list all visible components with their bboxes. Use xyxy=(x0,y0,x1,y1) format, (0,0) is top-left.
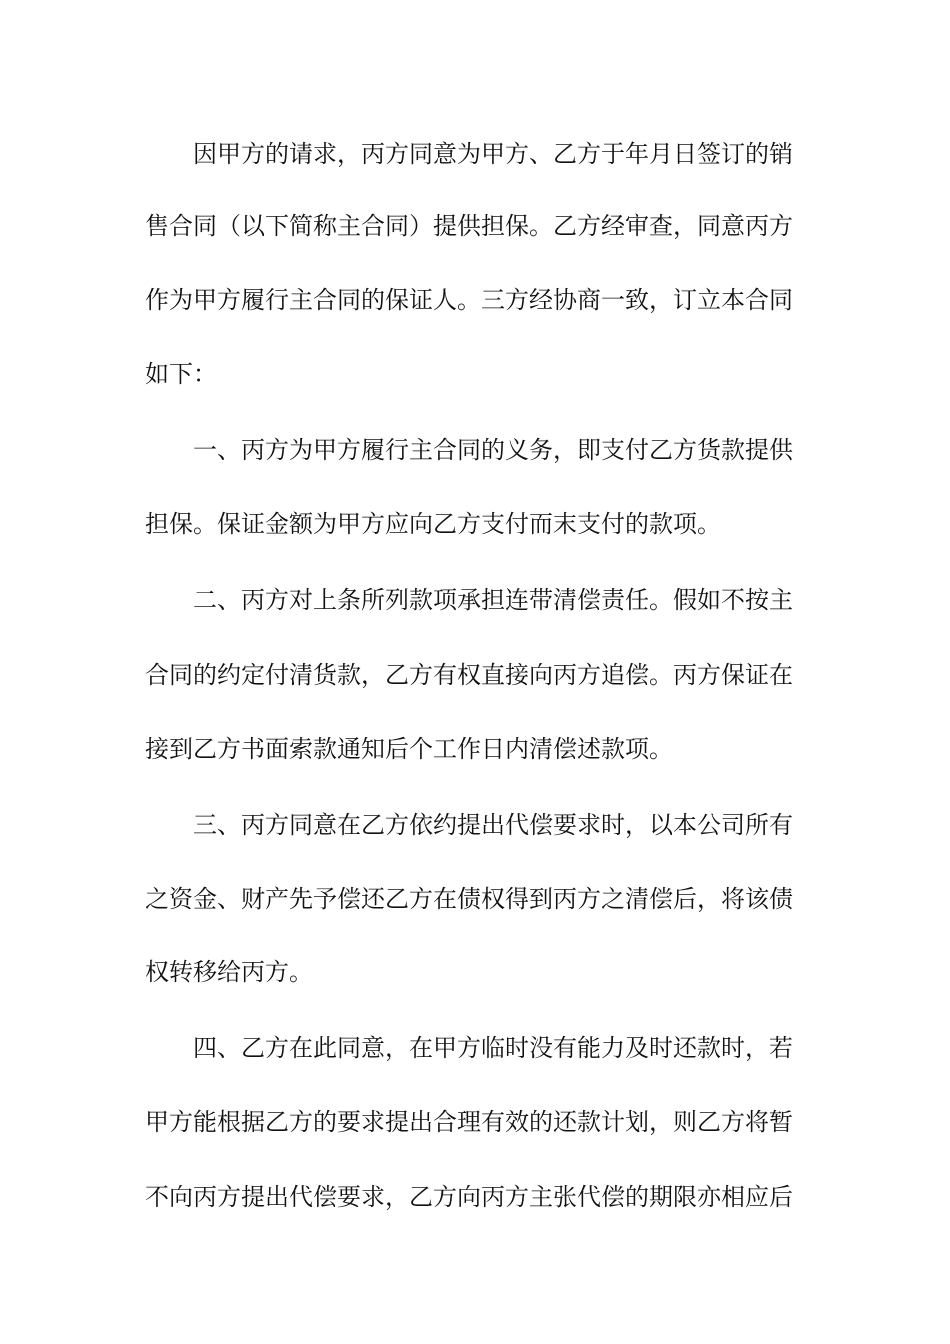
paragraph-intro-line-4: 如下： xyxy=(145,360,217,388)
paragraph-intro-line-3: 作为甲方履行主合同的保证人。三方经协商一致，订立本合同 xyxy=(145,286,793,314)
clause-1-line-1: 一、丙方为甲方履行主合同的义务，即支付乙方货款提供 xyxy=(193,436,793,464)
paragraph-intro-line-2: 售合同（以下简称主合同）提供担保。乙方经审查，同意丙方 xyxy=(145,212,793,240)
clause-2-line-3: 接到乙方书面索款通知后个工作日内清偿述款项。 xyxy=(145,735,673,763)
clause-3-line-1: 三、丙方同意在乙方依约提出代偿要求时，以本公司所有 xyxy=(193,811,793,839)
clause-4-line-1: 四、乙方在此同意，在甲方临时没有能力及时还款时，若 xyxy=(193,1034,793,1062)
clause-2-line-2: 合同的约定付清货款，乙方有权直接向丙方追偿。丙方保证在 xyxy=(145,661,793,689)
paragraph-intro-line-1: 因甲方的请求，丙方同意为甲方、乙方于年月日签订的销 xyxy=(193,140,793,168)
clause-3-line-3: 权转移给丙方。 xyxy=(145,958,313,986)
clause-2-line-1: 二、丙方对上条所列款项承担连带清偿责任。假如不按主 xyxy=(193,586,793,614)
clause-4-line-3: 不向丙方提出代偿要求，乙方向丙方主张代偿的期限亦相应后 xyxy=(145,1183,793,1211)
clause-1-line-2: 担保。保证金额为甲方应向乙方支付而末支付的款项。 xyxy=(145,510,721,538)
clause-3-line-2: 之资金、财产先予偿还乙方在债权得到丙方之清偿后，将该债 xyxy=(145,885,793,913)
clause-4-line-2: 甲方能根据乙方的要求提出合理有效的还款计划，则乙方将暂 xyxy=(145,1108,793,1136)
